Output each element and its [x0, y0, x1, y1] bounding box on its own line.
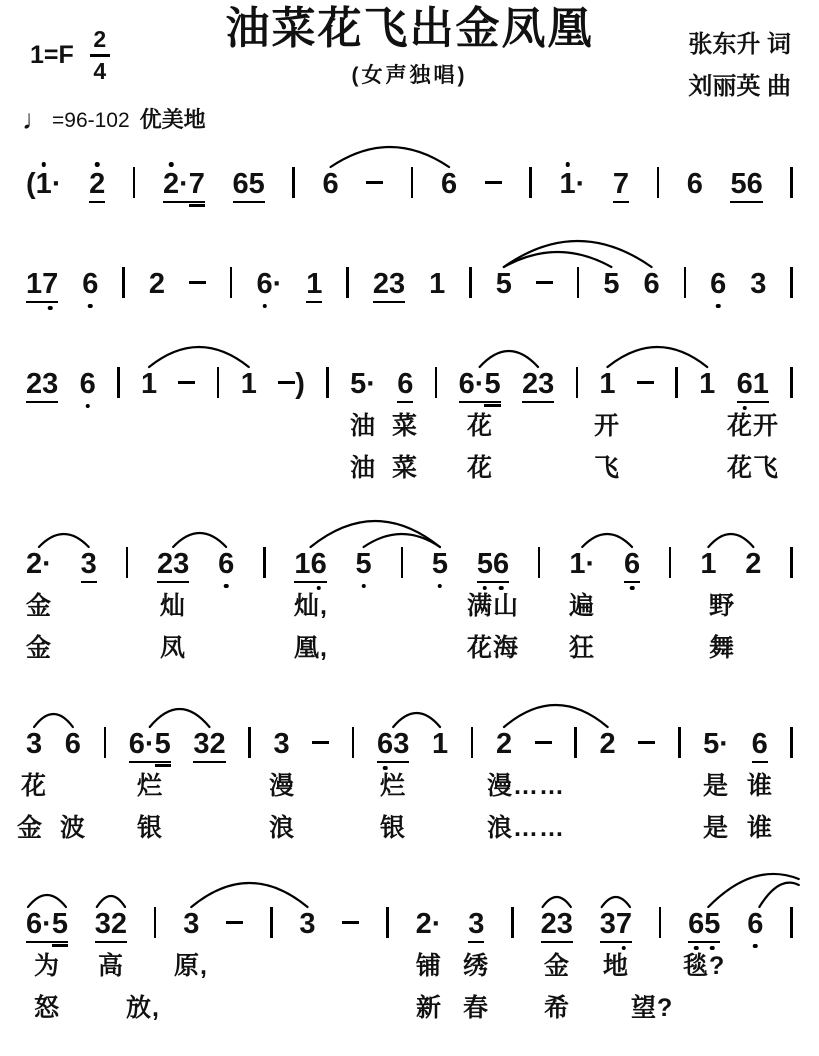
note — [603, 270, 619, 299]
key-signature — [30, 28, 110, 83]
system-line-6 — [0, 876, 819, 1056]
note-digit: · — [475, 370, 485, 403]
note-digit: 5 — [495, 268, 512, 300]
lyric-word: 谁 — [747, 772, 774, 800]
note — [730, 170, 762, 203]
dash-mark — [638, 741, 655, 745]
dash-mark — [278, 381, 295, 385]
note-digit: · — [719, 728, 729, 760]
lyric-word: 菜 — [392, 454, 419, 482]
barline — [292, 167, 295, 198]
credits — [688, 24, 791, 108]
dash-note — [638, 730, 655, 759]
note-digit: 1 — [599, 368, 616, 400]
dash-note — [637, 370, 654, 399]
fraction-line — [90, 54, 110, 57]
note-digit: 3 — [299, 908, 316, 940]
note — [429, 270, 445, 299]
note-digit: 6 — [493, 550, 509, 583]
lyric-word: 凤 — [160, 634, 187, 662]
lyric-word: 花 — [21, 772, 48, 800]
note — [432, 550, 448, 579]
note-digit: 6 — [218, 548, 235, 580]
note-digit: · — [145, 730, 155, 763]
note-digit: 1 — [700, 548, 717, 580]
note — [600, 730, 616, 759]
note — [299, 910, 315, 939]
note — [141, 370, 157, 399]
lyric-word: 谁 — [747, 814, 774, 842]
barline — [576, 367, 579, 398]
note-digit: 5 — [52, 910, 68, 943]
note — [294, 550, 326, 583]
barline — [154, 907, 157, 938]
note — [256, 270, 282, 299]
system-line-4 — [0, 516, 819, 696]
barline — [471, 727, 474, 758]
note-digit: 1 — [35, 168, 52, 200]
note — [569, 550, 595, 579]
dash-note — [278, 370, 305, 399]
dash-note — [342, 910, 359, 939]
lyric-word: 菜 — [392, 412, 419, 440]
notes-row — [26, 262, 793, 303]
lyric-word: 高 — [98, 952, 125, 980]
barline — [411, 167, 414, 198]
lyric-word: 是 — [703, 814, 730, 842]
dash-note — [189, 270, 206, 299]
note-digit: 7 — [613, 170, 629, 203]
note — [397, 370, 413, 403]
notes-row — [26, 902, 793, 943]
note-digit: 6 — [256, 268, 273, 300]
time-signature-denominator: 4 — [93, 57, 107, 84]
note — [459, 370, 501, 403]
barline — [469, 267, 472, 298]
lyric-word: 凰, — [294, 634, 328, 662]
note-digit: 3 — [183, 908, 200, 940]
note-digit: 3 — [750, 268, 767, 300]
dash-mark — [189, 281, 206, 285]
note — [377, 730, 409, 763]
note — [432, 730, 448, 759]
lyric-word: 怒 — [34, 994, 61, 1022]
note — [687, 170, 703, 199]
lyric-word: 野 — [709, 592, 736, 620]
note — [699, 370, 715, 399]
lyric-word: 银 — [137, 814, 164, 842]
note — [700, 550, 716, 579]
note — [416, 910, 442, 939]
note — [218, 550, 234, 579]
note — [323, 170, 339, 199]
note-digit: 6 — [64, 728, 81, 760]
barline — [263, 547, 266, 578]
lyric-word: 飞 — [594, 454, 621, 482]
page-title: 油菜花飞出金凤凰 — [225, 4, 594, 53]
system-line-2 — [0, 236, 819, 336]
note-digit: 23 — [26, 370, 58, 403]
time-signature-numerator: 2 — [93, 26, 107, 52]
quarter-note-icon: ♩ — [22, 104, 50, 135]
note-digit: 2 — [745, 548, 762, 580]
note-digit: 1 — [753, 370, 769, 403]
note-digit: 6 — [440, 168, 458, 200]
lyric-word: 漫…… — [487, 772, 566, 800]
note-digit: 6 — [79, 368, 96, 400]
note — [163, 170, 205, 203]
note-digit: 6 — [311, 550, 327, 583]
note-digit: 6 — [686, 168, 703, 200]
barline — [435, 367, 438, 398]
barline — [657, 167, 660, 198]
note — [356, 550, 372, 579]
note-digit: 3 — [468, 910, 484, 943]
note-digit: 3 — [81, 550, 97, 583]
note-digit: 1 — [559, 168, 576, 200]
lyric-word: 新 — [416, 994, 443, 1022]
note — [273, 730, 289, 759]
note-digit: 6 — [377, 730, 393, 763]
note-digit: 6 — [624, 550, 640, 583]
note-digit: 23 — [157, 550, 189, 583]
note — [559, 170, 585, 199]
note — [522, 370, 554, 403]
note — [624, 550, 640, 583]
lyric-word: 绣 — [463, 952, 490, 980]
barline — [133, 167, 136, 198]
note-digit: 1 — [699, 368, 716, 400]
notes-row — [26, 362, 793, 403]
note-digit: 3 — [26, 728, 43, 760]
note-digit: 1 — [240, 368, 257, 400]
lyric-word: 波 — [60, 814, 87, 842]
note — [233, 170, 265, 203]
lyric-word: 油 — [350, 412, 377, 440]
barline — [790, 907, 793, 938]
note — [599, 370, 615, 399]
lyric-word: 花开 — [727, 412, 780, 440]
dash-note — [535, 730, 552, 759]
barline — [117, 367, 120, 398]
lyric-word: 铺 — [416, 952, 443, 980]
note — [193, 730, 225, 763]
note-digit: 5 — [350, 368, 367, 400]
dash-mark — [485, 181, 502, 185]
note — [157, 550, 189, 583]
note-digit: 6 — [737, 370, 753, 403]
lyric-word: 毯? — [683, 952, 726, 980]
note — [80, 370, 96, 399]
expression-text: 优美地 — [139, 107, 206, 132]
barline — [678, 727, 681, 758]
note-digit: 5 — [603, 268, 620, 300]
close-paren: ) — [295, 368, 305, 400]
note — [477, 550, 509, 583]
note-digit: 56 — [730, 170, 762, 203]
note — [703, 730, 729, 759]
note-digit: 5 — [703, 728, 720, 760]
note — [183, 910, 199, 939]
dash-mark — [178, 381, 195, 385]
dash-note — [226, 910, 243, 939]
note-digit: · — [575, 168, 586, 200]
note-digit: 5 — [355, 548, 372, 580]
note-digit: 6 — [129, 730, 145, 763]
barline — [511, 907, 514, 938]
note-digit: 1 — [306, 270, 322, 303]
note-digit: 6 — [752, 730, 768, 763]
lyric-word: 开 — [594, 412, 621, 440]
note-digit: 23 — [541, 910, 573, 943]
dash-mark — [226, 921, 243, 925]
lyric-word: 放, — [126, 994, 160, 1022]
barline — [230, 267, 233, 298]
barline — [684, 267, 687, 298]
note — [737, 370, 769, 403]
dash-mark — [535, 741, 552, 745]
lyric-word: 金 — [544, 952, 571, 980]
note-digit: · — [366, 368, 376, 400]
note — [89, 170, 105, 203]
note-digit: 1 — [431, 728, 449, 760]
dash-note — [178, 370, 195, 399]
note-digit: 1 — [429, 268, 446, 300]
barline — [790, 267, 793, 298]
note-digit: 2 — [26, 548, 43, 580]
dash-note — [485, 170, 502, 199]
note-digit: 3 — [393, 730, 409, 763]
note — [373, 270, 405, 303]
note-digit: 2 — [495, 728, 513, 760]
note — [613, 170, 629, 203]
barline — [790, 727, 793, 758]
note — [129, 730, 171, 763]
notes-row — [26, 542, 793, 583]
key-value: 1=F — [30, 40, 74, 69]
barline — [122, 267, 125, 298]
barline — [346, 267, 349, 298]
note — [350, 370, 376, 399]
header — [0, 4, 819, 136]
note-digit: 6 — [688, 910, 704, 943]
lyric-word: 遍 — [569, 592, 596, 620]
note — [306, 270, 322, 303]
barline — [669, 547, 672, 578]
note-digit: 6 — [710, 268, 727, 300]
note — [710, 270, 726, 299]
barline — [386, 907, 389, 938]
note-digit: 6 — [643, 268, 660, 300]
note — [745, 550, 761, 579]
note-digit: 1 — [140, 368, 158, 400]
barline — [538, 547, 541, 578]
time-signature — [90, 28, 110, 83]
note-digit: 5 — [477, 550, 493, 583]
note — [752, 730, 768, 763]
note — [747, 910, 763, 939]
note-digit: · — [585, 548, 596, 580]
subtitle: (女声独唱) — [351, 63, 468, 87]
note-digit: 1 — [294, 550, 310, 583]
lyric-word: 花飞 — [727, 454, 780, 482]
lyric-word: 烂 — [137, 772, 164, 800]
dash-mark — [637, 381, 654, 385]
notes-row — [26, 162, 793, 203]
note-digit: 1 — [26, 270, 42, 303]
barline — [790, 167, 793, 198]
note-digit: 2 — [148, 268, 166, 300]
note-digit: 32 — [193, 730, 225, 763]
lyric-word: 是 — [703, 772, 730, 800]
note-digit: 6 — [82, 268, 99, 300]
lyric-word: 浪…… — [487, 814, 566, 842]
note — [26, 170, 61, 199]
note-digit: 7 — [189, 170, 205, 203]
note-digit: 2 — [89, 170, 105, 203]
barline — [217, 367, 220, 398]
tempo-value: =96-102 — [52, 109, 130, 132]
note-digit: · — [51, 168, 62, 200]
lyric-word: 原, — [174, 952, 208, 980]
note-digit: 23 — [522, 370, 554, 403]
lyric-word: 金 — [26, 634, 53, 662]
lyric-word: 金 — [17, 814, 44, 842]
lyric-word: 希 — [544, 994, 571, 1022]
note-digit: 6 — [322, 168, 339, 200]
dash-mark — [366, 181, 383, 185]
note — [81, 550, 97, 583]
tempo-marking — [22, 102, 206, 134]
note-digit: 2 — [163, 170, 179, 203]
note — [149, 270, 165, 299]
note — [496, 730, 512, 759]
barline — [790, 547, 793, 578]
note-digit: 5 — [704, 910, 720, 943]
lyric-word: 望? — [631, 994, 674, 1022]
dash-mark — [342, 921, 359, 925]
lyric-word: 为 — [34, 952, 61, 980]
lyric-word: 灿 — [160, 592, 187, 620]
lyric-word: 浪 — [269, 814, 296, 842]
note — [26, 370, 58, 403]
note — [241, 370, 257, 399]
system-line-1 — [0, 136, 819, 236]
note-digit: · — [42, 548, 52, 580]
note-digit: 1 — [569, 548, 586, 580]
lyric-word: 银 — [380, 814, 407, 842]
note-digit: 5 — [155, 730, 171, 763]
lyric-word: 花海 — [467, 634, 520, 662]
note — [26, 270, 58, 303]
dash-mark — [536, 281, 553, 285]
open-paren: ( — [26, 168, 36, 200]
dash-note — [366, 170, 383, 199]
dash-mark — [312, 741, 329, 745]
score — [0, 136, 819, 1056]
system-line-5 — [0, 696, 819, 876]
lyric-word: 狂 — [569, 634, 596, 662]
note-digit: 5 — [484, 370, 500, 403]
lyricist: 张东升 词 — [688, 31, 791, 58]
lyric-word: 油 — [350, 454, 377, 482]
note-digit: 7 — [616, 910, 632, 943]
note — [750, 270, 766, 299]
lyric-word: 满山 — [467, 592, 520, 620]
note-digit: · — [272, 268, 283, 300]
note-digit: 6 — [459, 370, 475, 403]
note-digit: 6 — [747, 908, 764, 940]
barline — [126, 547, 129, 578]
barline — [574, 727, 577, 758]
barline — [352, 727, 355, 758]
note-digit: 3 — [600, 910, 616, 943]
dash-note — [312, 730, 329, 759]
note-digit: · — [431, 908, 442, 940]
barline — [675, 367, 678, 398]
barline — [326, 367, 329, 398]
barline — [659, 907, 662, 938]
note — [65, 730, 81, 759]
lyric-word: 花 — [467, 412, 494, 440]
note-digit: 23 — [373, 270, 405, 303]
note-digit: 65 — [233, 170, 265, 203]
note-digit: 2 — [599, 728, 616, 760]
note — [643, 270, 659, 299]
system-line-3 — [0, 336, 819, 516]
barline — [790, 367, 793, 398]
note-digit: 2 — [415, 908, 432, 940]
barline — [401, 547, 404, 578]
lyric-word: 花 — [467, 454, 494, 482]
lyric-word: 烂 — [380, 772, 407, 800]
note-digit: 6 — [397, 370, 413, 403]
dash-note — [536, 270, 553, 299]
lyric-word: 舞 — [709, 634, 736, 662]
note — [26, 730, 42, 759]
lyric-word: 金 — [26, 592, 53, 620]
note-digit: 5 — [431, 548, 449, 580]
barline — [104, 727, 107, 758]
barline — [248, 727, 251, 758]
notes-row — [26, 722, 793, 763]
lyric-word: 漫 — [269, 772, 296, 800]
barline — [529, 167, 532, 198]
barline — [577, 267, 580, 298]
composer: 刘丽英 曲 — [688, 73, 791, 100]
lyric-word: 灿, — [294, 592, 328, 620]
note-digit: 7 — [42, 270, 58, 303]
note — [496, 270, 512, 299]
barline — [270, 907, 273, 938]
note-digit: 3 — [273, 728, 290, 760]
lyric-word: 地 — [603, 952, 630, 980]
note-digit: 32 — [95, 910, 127, 943]
lyric-word: 春 — [463, 994, 490, 1022]
note-digit: · — [42, 910, 52, 943]
note — [82, 270, 98, 299]
note — [26, 550, 52, 579]
note-digit: 6 — [26, 910, 42, 943]
note-digit: · — [179, 170, 189, 203]
note — [441, 170, 457, 199]
